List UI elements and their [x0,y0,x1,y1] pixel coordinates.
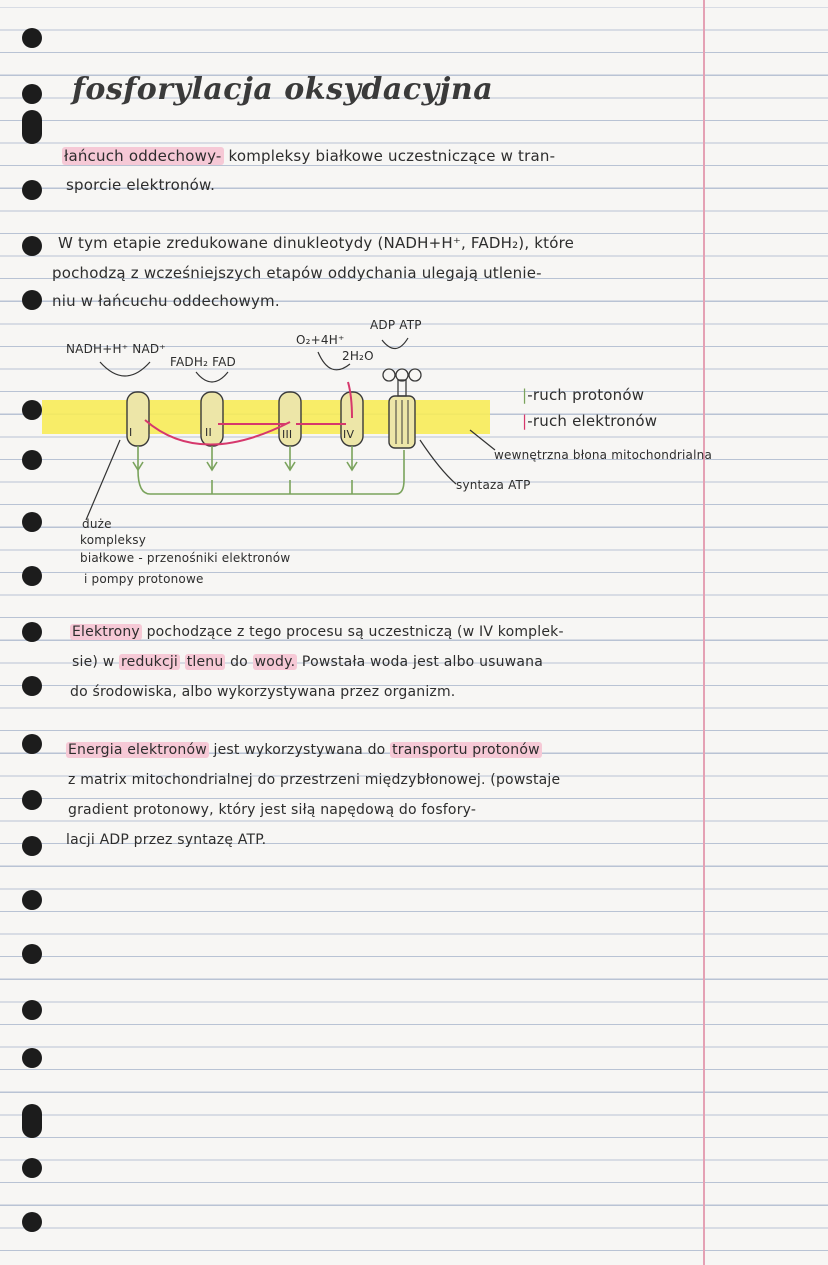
legend-atp-synthase: syntaza ATP [456,478,531,492]
definition-term: łańcuch oddechowy- [64,147,222,165]
legend-membrane: wewnętrzna błona mitochondrialna [494,448,713,462]
complex-3-label: III [282,428,293,441]
paragraph-1-line-1: W tym etapie zredukowane dinukleotydy (NADH+H⁺, FADH₂), które [58,234,575,252]
label-fadh: FADH₂ FAD [170,355,236,369]
atp-synthase-head [383,369,395,381]
proton-return-path [138,450,404,494]
label-nadh: NADH+H⁺ NAD⁺ [66,342,166,356]
label-adp-atp: ADP ATP [370,318,422,332]
label-h2o: 2H₂O [342,349,374,363]
legend-electrons: |-ruch elektronów [522,412,658,430]
complex-4-label: IV [343,428,355,441]
complex-1-label: I [129,426,133,439]
paragraph-3-line-3: gradient protonowy, który jest siłą napędową do fosfory- [68,802,477,818]
complexes-note-2: kompleksy [80,533,146,547]
definition-line-2: sporcie elektronów. [66,176,216,194]
paragraph-3-line-2: z matrix mitochondrialnej do przestrzeni międzybłonowej. (powstaje [68,772,561,788]
paragraph-3-line-4: lacji ADP przez syntazę ATP. [66,832,267,848]
page-title: fosforylacja oksydacyjna [72,72,494,107]
complexes-note-4: i pompy protonowe [84,572,204,586]
complex-2-label: II [205,426,212,439]
atp-synthase-head [409,369,421,381]
nadh-arrow [100,362,150,376]
paragraph-2-line-3: do środowiska, albo wykorzystywana przez organizm. [70,684,456,700]
legend-protons: |-ruch protonów [522,386,645,404]
paragraph-2-line-1: Elektrony pochodzące z tego procesu są uczestniczą (w IV komplek- [72,624,564,640]
label-o2: O₂+4H⁺ [296,333,345,347]
atp-synthase-stalk [398,380,406,396]
adp-atp-arrow [382,338,408,349]
atp-synthase-head [396,369,408,381]
complexes-note-1: duże [82,517,112,531]
paragraph-2-line-2: sie) w redukcji tlenu do wody. Powstała woda jest albo usuwana [72,654,544,670]
synthase-pointer [420,440,456,484]
paragraph-3-line-1: Energia elektronów jest wykorzystywana do transportu protonów [68,742,540,758]
inner-membrane-band [42,400,490,434]
paragraph-1-line-2: pochodzą z wcześniejszych etapów oddychania ulegają utlenie- [52,264,542,282]
complexes-note-3: białkowe - przenośniki elektronów [80,551,291,565]
definition-text: kompleksy białkowe uczestniczące w tran- [228,147,556,165]
paragraph-1-line-3: niu w łańcuchu oddechowym. [52,292,280,310]
fadh-arrow [196,372,228,382]
complexes-pointer [86,440,120,520]
